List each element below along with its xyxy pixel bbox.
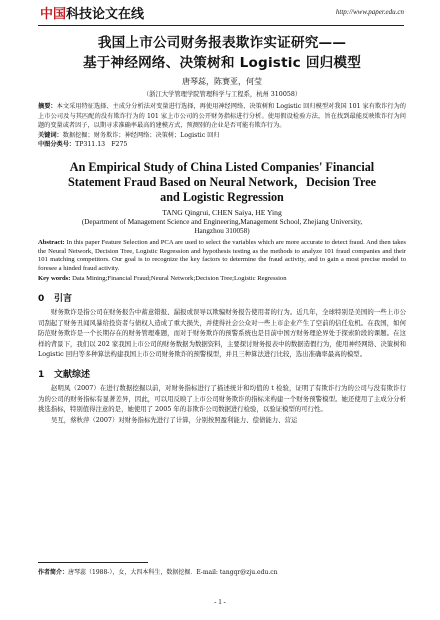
section-number: 1	[38, 369, 45, 380]
chinese-affiliation: （浙江大学管理学院管理科学与工程系，杭州 310058）	[142, 91, 302, 98]
english-keywords	[38, 275, 406, 284]
chinese-title	[38, 33, 406, 73]
paper-page	[38, 30, 406, 425]
page-number: - 1 -	[214, 598, 226, 606]
english-authors: TANG Qingrui, CHEN Saiya, HE Ying	[162, 207, 282, 217]
classification-text: TP311.13 F275	[75, 141, 128, 149]
paragraph: 吴互，蔡秋萍（2007）对财务指标先进行了计算，分别按照盈利能力、偿债能力、营运	[51, 415, 298, 424]
chinese-authors: 唐琴蕊，陈赛亚，何莹	[182, 77, 262, 86]
logo-dark-text: 科技论文在线	[66, 7, 145, 22]
author-footnote	[38, 562, 406, 576]
paragraph: 财务欺诈是指公司在财务报告中蓄意错报、漏报或误导以欺骗财务报告使用者的行为。近几年，全球特别是美国的一些上市公司刮起了财务丑闻风暴给投资者与债权人造成了重大损失，并使得社会公众对一些上市企业产生了空前的信任危机。在我国，如何防范财务欺诈是一个长期存在的财务管理难题，而对于财务欺诈的预警系统也是目前中国方财务理论界处于探索阶段的课题。在这样的背景下，我们以 202 家我国上市公司的财务数据为数据资料，主要探讨财务报表中的数据造假行为，使用神经网络、决策树和 Logistic 回归等多种算法构建我国上市公司财务欺诈的预警模型，并且三种算法进行比较，选出准确率最高的模型。	[38, 307, 406, 359]
footnote-text: 唐琴蕊（1988-），女，大四本科生，数据挖掘．E-mail: tangqr@zju.edu.cn	[68, 569, 278, 576]
english-abstract	[38, 239, 406, 273]
chinese-keywords-text: 数据挖掘；财务欺诈；神经网络；决策树；Logistic 回归	[62, 131, 220, 139]
classification-number	[38, 140, 406, 150]
english-abstract-text: In this paper Feature Selection and PCA are used to select the variables which are more accurate to detect fraud. And then takes the Neural Network, Decision Tree, Logistic Regression and hypothesis testing as the methods to analyze 101 fraud companies and their 101 matching competitors. Our goal is to recognize the key factors to determine the fraud activity, and to gain a most precise model to foresee a hinded fraud activity.	[38, 238, 406, 272]
section-number: 0	[38, 293, 45, 304]
english-title-line-1: An Empirical Study of China Listed Companies' Financial	[69, 159, 375, 174]
english-affiliation	[38, 218, 406, 236]
site-header	[0, 0, 440, 28]
section-title: 引言	[54, 293, 73, 304]
english-keywords-label: Key words:	[38, 275, 71, 283]
section-heading-introduction	[38, 291, 406, 304]
english-title	[38, 160, 406, 205]
chinese-abstract-label: 摘要：	[38, 103, 57, 110]
section-title: 文献综述	[54, 369, 91, 380]
english-affiliation-line-1: (Department of Management Science and Engineering,Management School, Zhejiang University,	[81, 217, 363, 226]
chinese-keywords-label: 关键词：	[38, 131, 63, 139]
classification-label: 中图分类号：	[38, 141, 76, 149]
english-abstract-label: Abstract:	[38, 238, 65, 246]
chinese-title-line-1: 我国上市公司财务报表欺诈实证研究——	[97, 35, 347, 51]
english-affiliation-line-2: Hangzhou 310058)	[194, 226, 250, 235]
chinese-abstract-text: 本文采用特征选择、主成分分析法对变量进行选择，再使用神经网络、决策树和 Logistic 回归模型对我国 101 家有欺诈行为的上市公司及与其匹配的没有欺诈行为的 101 家上市公司的公开财务指标进行分析。使用假设检验方法，旨在找到最能反映欺诈行为问题的变量或者因子，以期寻求准确率最高的建模方式，预测别的企业是否可能有欺诈行为。	[38, 103, 406, 130]
footnote-label: 作者简介：	[38, 569, 69, 576]
english-title-line-3: and Logistic Regression	[160, 189, 284, 204]
section-heading-literature-review	[38, 367, 406, 380]
chinese-title-line-2: 基于神经网络、决策树和 Logistic 回归模型	[82, 55, 362, 71]
header-divider	[38, 25, 404, 26]
logo-red-text: 中国	[40, 7, 67, 22]
english-keywords-text: Data Mining;Financial Fraud;Neural Network;Decision Tree;Logistic Regression	[70, 275, 287, 283]
paragraph: 赵明凤（2007）在进行数据挖掘以前，对财务指标进行了描述统计和均值的 t 检验，证明了有欺诈行为的公司与没有欺诈行为的公司的财务指标有显著差异，因此，可以用反映了上市公司财务欺诈的指标来构建一个财务预警模型。她还使用了主成分分析挑选指标，特别值得注意的是，她使用了 2005 年的非欺诈公司数据进行检验，以验证模型的可行性。	[38, 383, 406, 414]
site-logo[interactable]	[40, 3, 144, 22]
english-title-line-2: Statement Fraud Based on Neural Network，Decision Tree	[67, 174, 377, 189]
site-url[interactable]: http://www.paper.edu.cn	[335, 8, 404, 16]
footnote-divider	[38, 562, 148, 563]
chinese-abstract	[38, 102, 406, 131]
chinese-keywords	[38, 131, 406, 141]
